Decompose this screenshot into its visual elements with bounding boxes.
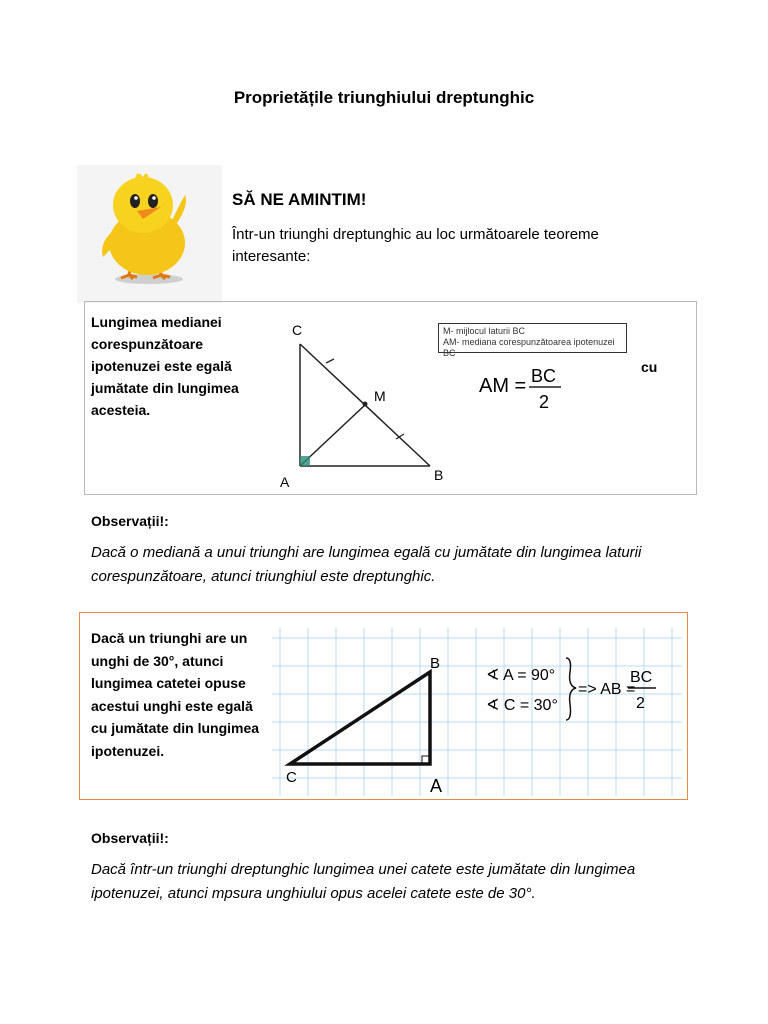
observation-heading-2: Observații!:: [91, 830, 169, 846]
formula-numerator: BC: [531, 366, 557, 386]
remember-text: Într-un triunghi dreptunghic au loc următoarele teoreme interesante:: [232, 226, 599, 265]
page-title: Proprietățile triunghiului dreptunghic: [233, 88, 535, 107]
thirty-degree-diagram: [272, 628, 682, 796]
legend-line-1: M- mijlocul laturii BC: [443, 326, 526, 336]
thirty-degree-theorem-text: Dacă un triunghi are un unghi de 30°, atunci lungimea catetei opuse acestui unghi este egală cu jumătate din lungimea ipotenuzei.: [91, 630, 260, 759]
vertex-label-a: A: [280, 474, 290, 490]
formula-left: AM =: [479, 375, 527, 397]
median-theorem-text: Lungimea medianei corespunzătoare ipotenuzei este egală jumătate din lungimea acesteia.: [91, 314, 239, 418]
median-formula: [475, 360, 595, 420]
result-numerator: BC: [630, 669, 653, 686]
condition-angle-c: ∢ C = 30°: [486, 697, 558, 714]
formula-denominator: 2: [539, 392, 550, 412]
legend-line-2: AM- mediana corespunzătoarea ipotenuzei BC: [443, 337, 615, 358]
median-legend: [438, 323, 627, 358]
observation-text-2: Dacă într-un triunghi dreptunghic lungimea unei catete este jumătate din lungimea ipotenuzei, atunci mpsura unghiului opus acelei catete este de 30°.: [91, 861, 636, 902]
vertex-label-b: B: [434, 467, 444, 483]
vertex-label-c: C: [292, 322, 303, 338]
vertex-label-c2: C: [286, 769, 297, 786]
observation-text-1: Dacă o mediană a unui triunghi are lungimea egală cu jumătate din lungimea laturii corespunzătoare, atunci triunghiul este dreptunghic.: [91, 544, 642, 585]
vertex-label-m: M: [374, 388, 386, 404]
chick-illustration: [77, 165, 222, 303]
vertex-label-a2: A: [430, 776, 443, 796]
median-theorem-cu: cu: [641, 359, 658, 375]
vertex-label-b2: B: [430, 655, 441, 672]
condition-angle-a: ∢ A = 90°: [486, 667, 556, 684]
result-left: => AB =: [578, 681, 636, 698]
remember-heading: SĂ NE AMINTIM!: [232, 190, 367, 209]
result-denominator: 2: [636, 695, 645, 712]
observation-heading-1: Observații!:: [91, 513, 169, 529]
